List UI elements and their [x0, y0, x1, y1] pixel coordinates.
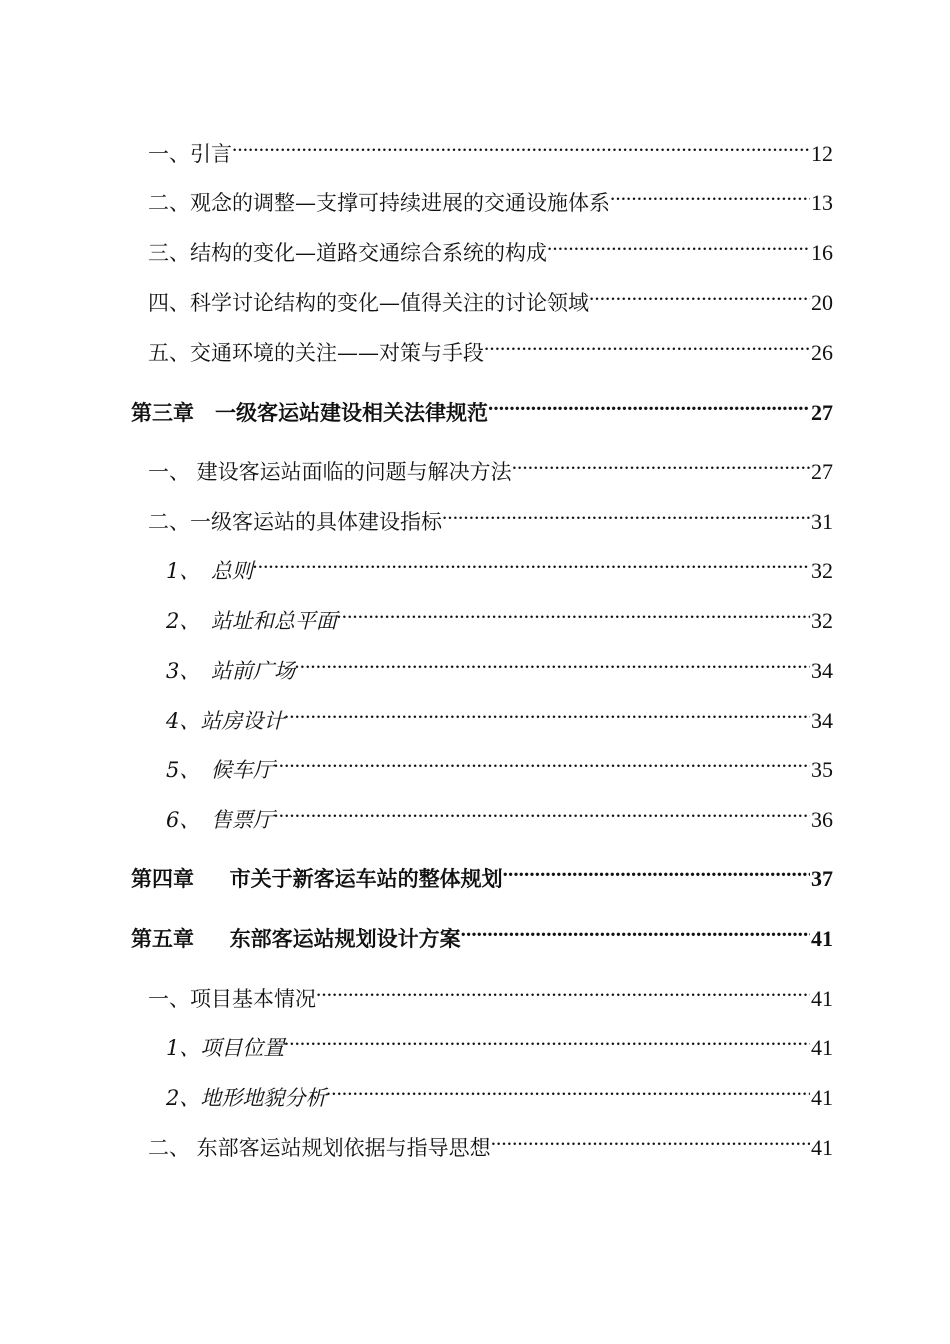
- toc-item-entry[interactable]: [166, 548, 833, 583]
- toc-chapter-entry[interactable]: [131, 390, 833, 425]
- dot-leader: [484, 330, 810, 360]
- toc-entry-title: 三、结构的变化—道路交通综合系统的构成: [148, 241, 547, 265]
- toc-entry-title: 第五章 东部客运站规划设计方案: [131, 926, 461, 951]
- toc-page-number: 32: [811, 558, 833, 583]
- toc-page-number: 31: [811, 509, 833, 534]
- toc-item-entry[interactable]: [166, 1025, 833, 1060]
- toc-entry[interactable]: [148, 449, 833, 484]
- toc-entry[interactable]: [148, 330, 833, 365]
- dot-leader: [503, 856, 810, 886]
- toc-entry-title: 二、观念的调整—支撑可持续进展的交通设施体系: [148, 191, 610, 215]
- dot-leader: [461, 916, 810, 946]
- dot-leader: [337, 598, 810, 628]
- toc-entry[interactable]: [148, 230, 833, 265]
- dot-leader: [547, 230, 810, 260]
- toc-page-number: 26: [811, 340, 833, 365]
- toc-page-number: 27: [811, 400, 833, 425]
- toc-entry[interactable]: [148, 976, 833, 1011]
- dot-leader: [253, 548, 810, 578]
- toc-entry[interactable]: [148, 1125, 833, 1160]
- toc-page-number: 41: [811, 926, 833, 951]
- dot-leader: [512, 449, 810, 479]
- toc-page-number: 41: [811, 1135, 833, 1160]
- toc-entry-title: 1、 总则: [166, 559, 253, 583]
- toc-entry-title: 5、 候车厅: [166, 758, 274, 782]
- dot-leader: [326, 1075, 810, 1105]
- toc-entry-title: 一、引言: [148, 142, 232, 166]
- toc-chapter-entry[interactable]: [131, 916, 833, 951]
- dot-leader: [284, 1025, 810, 1055]
- toc-page-number: 41: [811, 1085, 833, 1110]
- dot-leader: [274, 747, 810, 777]
- toc-entry-title: 4、站房设计: [166, 709, 285, 733]
- toc-entry-title: 第三章 一级客运站建设相关法律规范: [131, 400, 488, 425]
- toc-item-entry[interactable]: [166, 698, 833, 733]
- toc-entry-title: 1、项目位置: [166, 1036, 285, 1060]
- toc-entry-title: 二、一级客运站的具体建设指标: [148, 510, 442, 534]
- toc-entry-title: 一、项目基本情况: [148, 987, 316, 1011]
- toc-entry-title: 2、 站址和总平面: [166, 609, 337, 633]
- dot-leader: [274, 797, 810, 827]
- toc-entry[interactable]: [148, 280, 833, 315]
- toc-page-number: 13: [811, 190, 833, 215]
- toc-entry-title: 6、 售票厅: [166, 808, 274, 832]
- dot-leader: [316, 976, 810, 1006]
- toc-entry[interactable]: [148, 131, 833, 166]
- toc-page-number: 34: [811, 708, 833, 733]
- toc-entry-title: 2、地形地貌分析: [166, 1086, 327, 1110]
- toc-entry[interactable]: [148, 499, 833, 534]
- toc-page-number: 36: [811, 807, 833, 832]
- dot-leader: [488, 390, 810, 420]
- toc-item-entry[interactable]: [166, 1075, 833, 1110]
- toc-page-number: 41: [811, 986, 833, 1011]
- toc-page-number: 27: [811, 459, 833, 484]
- dot-leader: [610, 180, 810, 210]
- toc-page-number: 37: [811, 866, 833, 891]
- toc-entry[interactable]: [148, 180, 833, 215]
- toc-item-entry[interactable]: [166, 747, 833, 782]
- toc-item-entry[interactable]: [166, 598, 833, 633]
- toc-page-number: 20: [811, 290, 833, 315]
- toc-entry-title: 第四章 市关于新客运车站的整体规划: [131, 866, 503, 891]
- dot-leader: [284, 698, 810, 728]
- dot-leader: [442, 499, 810, 529]
- toc-item-entry[interactable]: [166, 648, 833, 683]
- toc-entry-title: 一、 建设客运站面临的问题与解决方法: [148, 460, 512, 484]
- toc-entry-title: 四、科学讨论结构的变化—值得关注的讨论领域: [148, 291, 589, 315]
- toc-entry-title: 3、 站前广场: [166, 659, 295, 683]
- dot-leader: [491, 1125, 810, 1155]
- toc-chapter-entry[interactable]: [131, 856, 833, 891]
- toc-page-number: 41: [811, 1035, 833, 1060]
- toc-page-number: 35: [811, 757, 833, 782]
- toc-page-number: 34: [811, 658, 833, 683]
- toc-entry-title: 五、交通环境的关注——对策与手段: [148, 341, 484, 365]
- toc-page-number: 12: [811, 141, 833, 166]
- toc-page-number: 32: [811, 608, 833, 633]
- toc-item-entry[interactable]: [166, 797, 833, 832]
- dot-leader: [295, 648, 810, 678]
- dot-leader: [589, 280, 810, 310]
- toc-page-number: 16: [811, 240, 833, 265]
- toc-entry-title: 二、 东部客运站规划依据与指导思想: [148, 1136, 491, 1160]
- dot-leader: [232, 131, 810, 161]
